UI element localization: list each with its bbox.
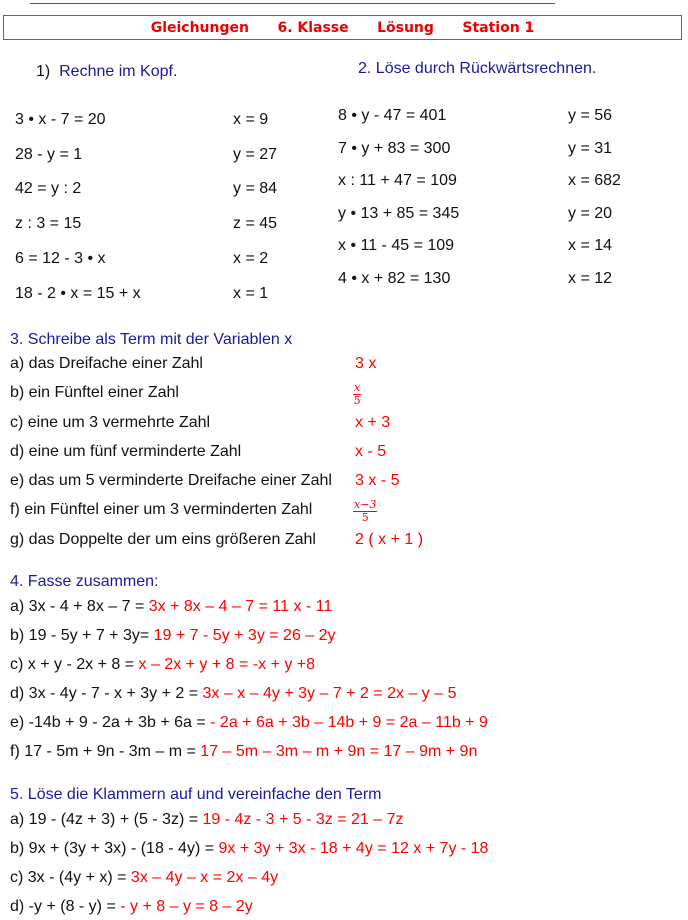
term-prompt: c) eine um 3 vermehrte Zahl (10, 414, 211, 431)
equation-answer: x = 12 (568, 270, 613, 287)
equation: 18 - 2 • x = 15 + x (15, 285, 141, 302)
term-answer: 3 x - 5 (355, 472, 400, 489)
title-topic: Gleichungen (150, 20, 249, 36)
section-3-title: 3. Schreibe als Term mit der Variablen x (10, 331, 293, 348)
section-2-title: 2. Löse durch Rückwärtsrechnen. (358, 60, 597, 77)
term-prompt: b) ein Fünftel einer Zahl (10, 384, 179, 401)
fraction (353, 382, 361, 407)
equation: x : 11 + 47 = 109 (338, 172, 457, 189)
exercise-prompt: a) 19 - (4z + 3) + (5 - 3z) = (10, 811, 203, 828)
section-4-title: 4. Fasse zusammen: (10, 573, 159, 590)
title-solution: Lösung (377, 20, 434, 36)
equation: x • 11 - 45 = 109 (338, 237, 455, 254)
section-1-number: 1) (36, 63, 51, 80)
exercise-line (10, 626, 336, 646)
exercise-line (10, 897, 253, 917)
equation: z : 3 = 15 (15, 215, 82, 232)
exercise-line (10, 655, 315, 675)
fraction-answer (353, 377, 361, 407)
term-prompt: a) das Dreifache einer Zahl (10, 355, 203, 372)
section-1-heading (36, 62, 177, 82)
fraction-answer (353, 494, 377, 524)
term-answer: 2 ( x + 1 ) (355, 531, 424, 548)
equation-answer: x = 9 (233, 111, 269, 128)
term-prompt: e) das um 5 verminderte Dreifache einer Zahl (10, 472, 332, 489)
equation-answer: y = 56 (568, 107, 613, 124)
exercise-line (10, 684, 456, 704)
equation: 28 - y = 1 (15, 146, 83, 163)
exercise-answer: - y + 8 – y = 8 – 2y (120, 898, 253, 915)
term-answer: x + 3 (355, 414, 391, 431)
exercise-line (10, 868, 278, 888)
term-prompt: d) eine um fünf verminderte Zahl (10, 443, 242, 460)
equation-answer: y = 20 (568, 205, 613, 222)
term-prompt: g) das Doppelte der um eins größeren Zahl (10, 531, 316, 548)
exercise-answer: 3x + 8x – 4 – 7 = 11 x - 11 (148, 598, 333, 615)
exercise-prompt: f) 17 - 5m + 9n - 3m – m = (10, 743, 201, 760)
exercise-answer: 3x – 4y – x = 2x – 4y (130, 869, 279, 886)
exercise-line (10, 713, 488, 733)
exercise-answer: 19 + 7 - 5y + 3y = 26 – 2y (153, 627, 336, 644)
equation-answer: y = 84 (233, 180, 278, 197)
term-answer: 3 x (355, 355, 377, 372)
exercise-prompt: c) x + y - 2x + 8 = (10, 656, 139, 673)
equation-answer: x = 682 (568, 172, 621, 189)
exercise-answer: 9x + 3y + 3x - 18 + 4y = 12 x + 7y - 18 (218, 840, 489, 857)
equation: 7 • y + 83 = 300 (338, 140, 451, 157)
exercise-prompt: d) -y + (8 - y) = (10, 898, 121, 915)
exercise-prompt: a) 3x - 4 + 8x – 7 = (10, 598, 149, 615)
exercise-answer: x – 2x + y + 8 = -x + y +8 (138, 656, 316, 673)
exercise-prompt: c) 3x - (4y + x) = (10, 869, 131, 886)
equation: 8 • y - 47 = 401 (338, 107, 447, 124)
exercise-answer: 3x – x – 4y + 3y – 7 + 2 = 2x – y – 5 (202, 685, 457, 702)
term-answer: x - 5 (355, 443, 387, 460)
fraction-denominator: 5 (353, 394, 361, 407)
equation: 6 = 12 - 3 • x (15, 250, 106, 267)
equation-answer: y = 27 (233, 146, 278, 163)
fraction-denominator: 5 (361, 511, 369, 524)
equation: 42 = y : 2 (15, 180, 82, 197)
exercise-answer: 17 – 5m – 3m – m + 9n = 17 – 9m + 9n (200, 743, 478, 760)
exercise-prompt: b) 9x + (3y + 3x) - (18 - 4y) = (10, 840, 219, 857)
title-box (3, 15, 682, 40)
top-rule (30, 3, 555, 4)
title-grade: 6. Klasse (277, 20, 349, 36)
exercise-line (10, 742, 477, 762)
term-prompt: f) ein Fünftel einer um 3 verminderten Zahl (10, 501, 313, 518)
exercise-answer: - 2a + 6a + 3b – 14b + 9 = 2a – 11b + 9 (210, 714, 488, 731)
section-5-title: 5. Löse die Klammern auf und vereinfache den Term (10, 786, 382, 803)
exercise-prompt: e) -14b + 9 - 2a + 3b + 6a = (10, 714, 211, 731)
exercise-prompt: b) 19 - 5y + 7 + 3y= (10, 627, 154, 644)
exercise-line (10, 839, 488, 859)
equation: 3 • x - 7 = 20 (15, 111, 106, 128)
fraction-numerator: x−3 (354, 498, 377, 511)
equation-answer: x = 2 (233, 250, 269, 267)
title-station: Station 1 (462, 20, 535, 36)
fraction (353, 499, 377, 524)
fraction-numerator: x (354, 381, 361, 394)
equation-answer: x = 14 (568, 237, 613, 254)
equation: 4 • x + 82 = 130 (338, 270, 451, 287)
section-1-title: Rechne im Kopf. (59, 63, 178, 80)
exercise-line (10, 810, 404, 830)
exercise-line (10, 597, 332, 617)
equation-answer: x = 1 (233, 285, 269, 302)
equation-answer: y = 31 (568, 140, 613, 157)
exercise-prompt: d) 3x - 4y - 7 - x + 3y + 2 = (10, 685, 203, 702)
equation: y • 13 + 85 = 345 (338, 205, 460, 222)
equation-answer: z = 45 (233, 215, 278, 232)
exercise-answer: 19 - 4z - 3 + 5 - 3z = 21 – 7z (202, 811, 404, 828)
